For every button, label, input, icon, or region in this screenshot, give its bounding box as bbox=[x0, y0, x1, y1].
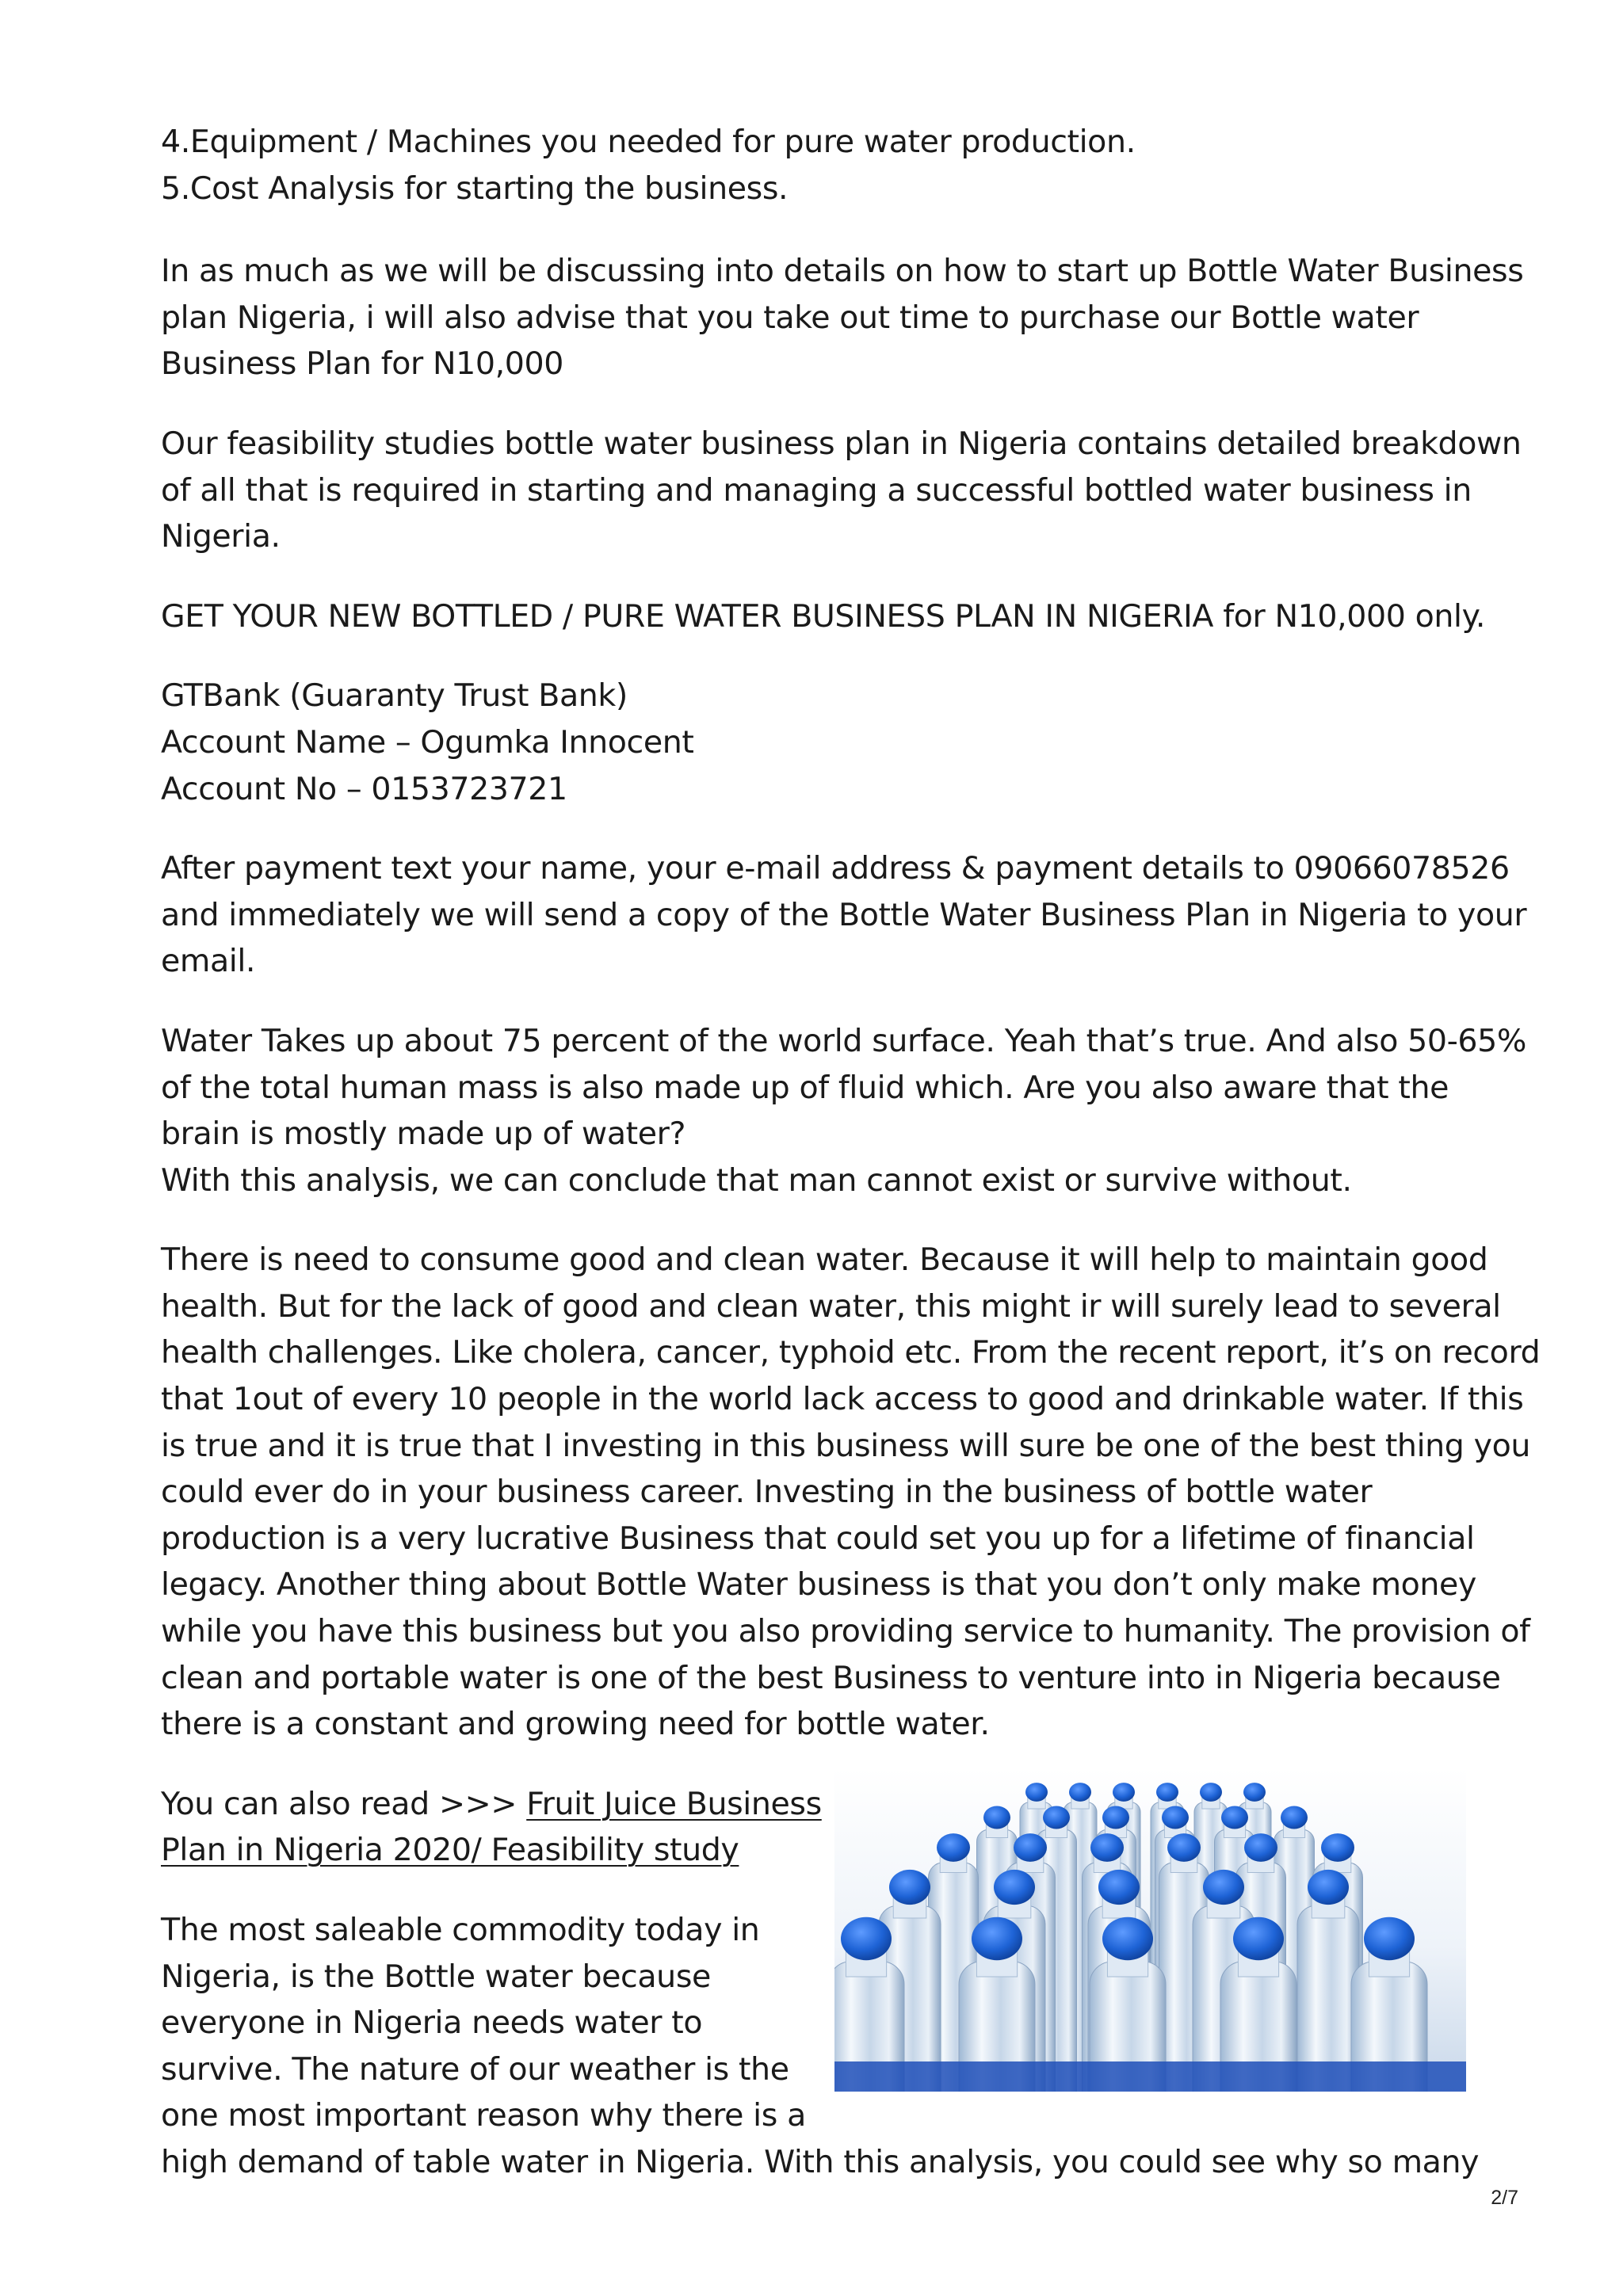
text-line: there is a constant and growing need for bottle water. bbox=[161, 1706, 990, 1743]
read-also-line bbox=[161, 1827, 795, 1874]
text-line: while you have this business but you also providing service to humanity. The provision of bbox=[161, 1613, 1530, 1650]
paragraph-water-facts bbox=[161, 1018, 1527, 1203]
text-line: one most important reason why there is a bbox=[161, 2097, 806, 2134]
paragraph-health bbox=[161, 1237, 1541, 1748]
text-line: brain is mostly made up of water? bbox=[161, 1116, 686, 1153]
text-line: Nigeria. bbox=[161, 518, 281, 555]
read-also-prefix: You can also read >>> bbox=[161, 1785, 527, 1822]
text-line: high demand of table water in Nigeria. With this analysis, you could see why so many bbox=[161, 2143, 1480, 2180]
text-line: email. bbox=[161, 943, 256, 980]
text-line: everyone in Nigeria needs water to bbox=[161, 2004, 703, 2042]
bank-name: GTBank (Guaranty Trust Bank) bbox=[161, 677, 628, 715]
text-line: that 1out of every 10 people in the world lack access to good and drinkable water. If this bbox=[161, 1381, 1524, 1418]
text-line: With this analysis, we can conclude that man cannot exist or survive without. bbox=[161, 1161, 1352, 1199]
list-continuation bbox=[161, 119, 1476, 212]
page-number: 2/7 bbox=[1491, 2187, 1518, 2209]
fruit-juice-link[interactable]: Fruit Juice Business bbox=[526, 1785, 822, 1822]
paragraph-offer bbox=[161, 593, 1486, 640]
text-line: and immediately we will send a copy of the Bottle Water Business Plan in Nigeria to your bbox=[161, 896, 1527, 933]
text-line: GET YOUR NEW BOTTLED / PURE WATER BUSINESS PLAN IN NIGERIA for N10,000 only. bbox=[161, 597, 1486, 635]
paragraph-feasibility bbox=[161, 421, 1522, 560]
list-item: 5.Cost Analysis for starting the business. bbox=[161, 170, 789, 207]
text-line: Water Takes up about 75 percent of the world surface. Yeah that’s true. And also 50-65% bbox=[161, 1022, 1527, 1059]
text-line: The most saleable commodity today in bbox=[161, 1912, 760, 1948]
water-bottles-photo bbox=[834, 1768, 1466, 2092]
text-line: legacy. Another thing about Bottle Water business is that you don’t only make money bbox=[161, 1566, 1476, 1604]
paragraph-payment bbox=[161, 845, 1527, 985]
account-name: Account Name – Ogumka Innocent bbox=[161, 723, 694, 761]
paragraph-intro bbox=[161, 248, 1524, 387]
read-also-line bbox=[161, 1781, 822, 1828]
text-line: There is need to consume good and clean water. Because it will help to maintain good bbox=[161, 1241, 1488, 1279]
bank-details bbox=[161, 673, 1476, 812]
read-also bbox=[161, 1781, 822, 1874]
text-line: clean and portable water is one of the best Business to venture into in Nigeria because bbox=[161, 1659, 1501, 1696]
text-line: of the total human mass is also made up of fluid which. Are you also aware that the bbox=[161, 1069, 1449, 1106]
text-line: Business Plan for N10,000 bbox=[161, 345, 563, 383]
text-line: health. But for the lack of good and clean water, this might ir will surely lead to several bbox=[161, 1287, 1501, 1325]
list-item: 4.Equipment / Machines you needed for pure water production. bbox=[161, 124, 1136, 160]
text-line: After payment text your name, your e-mail address & payment details to 09066078526 bbox=[161, 850, 1510, 887]
text-line: production is a very lucrative Business that could set you up for a lifetime of financial bbox=[161, 1520, 1475, 1557]
text-line: In as much as we will be discussing into details on how to start up Bottle Water Business bbox=[161, 253, 1524, 290]
bottle-label-band bbox=[834, 2061, 1466, 2092]
text-line: is true and it is true that I investing in this business will sure be one of the best thing you bbox=[161, 1427, 1530, 1464]
text-line: plan Nigeria, i will also advise that you take out time to purchase our Bottle water bbox=[161, 299, 1419, 336]
account-number: Account No – 0153723721 bbox=[161, 770, 567, 807]
fruit-juice-link-continued[interactable]: Plan in Nigeria 2020/ Feasibility study bbox=[161, 1832, 739, 1869]
text-line: could ever do in your business career. Investing in the business of bottle water bbox=[161, 1474, 1373, 1511]
text-line: Our feasibility studies bottle water business plan in Nigeria contains detailed breakdown bbox=[161, 425, 1522, 462]
text-line: health challenges. Like cholera, cancer, typhoid etc. From the recent report, it’s on record bbox=[161, 1334, 1541, 1371]
text-line: survive. The nature of our weather is the bbox=[161, 2050, 789, 2088]
water-bottles-illustration bbox=[834, 1768, 1466, 2092]
text-line: of all that is required in starting and managing a successful bottled water business in bbox=[161, 471, 1472, 509]
text-line: Nigeria, is the Bottle water because bbox=[161, 1958, 711, 1995]
